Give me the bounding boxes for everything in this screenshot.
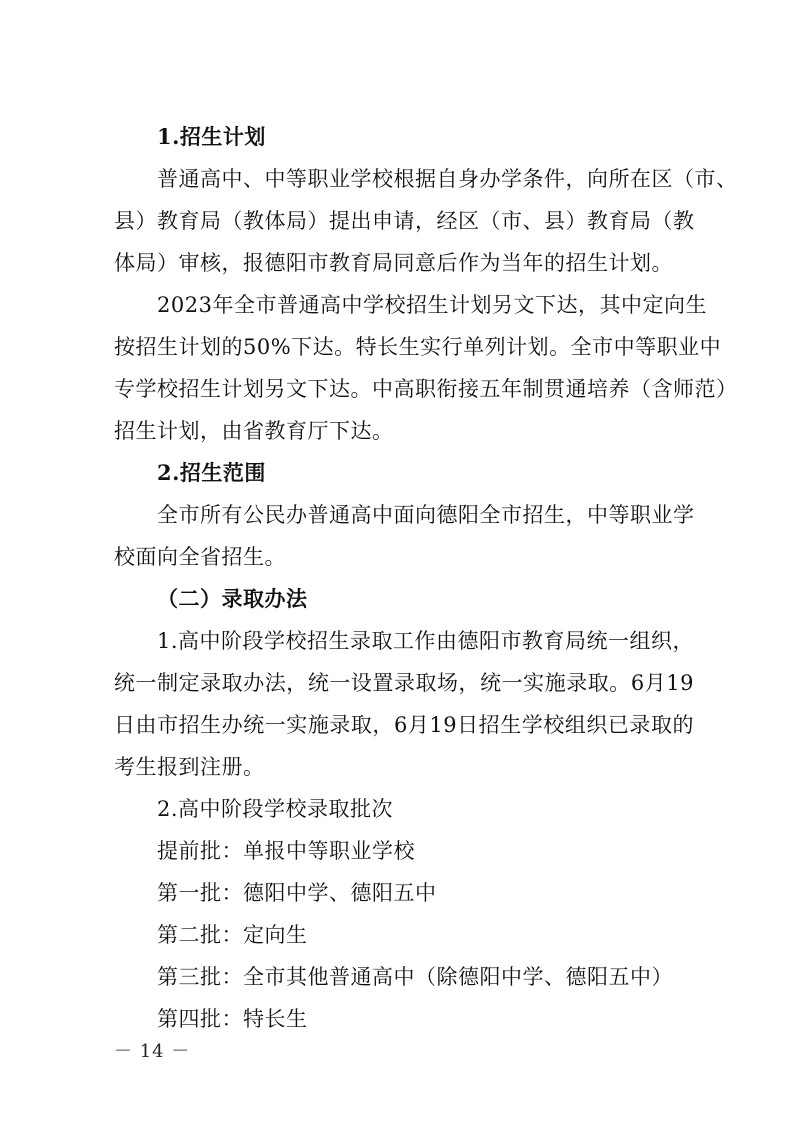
batch-item: 提前批：单报中等职业学校	[157, 839, 415, 863]
paragraph-line: 考生报到注册。	[114, 755, 265, 779]
batch-item: 第四批：特长生	[157, 1007, 308, 1031]
batch-item: 第一批：德阳中学、德阳五中	[157, 881, 437, 905]
subsection-heading-admission-batches: 2.高中阶段学校录取批次	[157, 797, 394, 821]
batch-item: 第三批：全市其他普通高中（除德阳中学、德阳五中）	[157, 965, 673, 989]
paragraph-line: 全市所有公民办普通高中面向德阳全市招生，中等职业学	[157, 503, 695, 527]
paragraph-line: 体局）审核，报德阳市教育局同意后作为当年的招生计划。	[114, 251, 673, 275]
batch-item: 第二批：定向生	[157, 923, 308, 947]
paragraph-line: 2023年全市普通高中学校招生计划另文下达，其中定向生	[157, 293, 707, 317]
paragraph-line: 普通高中、中等职业学校根据自身办学条件，向所在区（市、	[157, 167, 738, 191]
paragraph-line: 县）教育局（教体局）提出申请，经区（市、县）教育局（教	[114, 209, 695, 233]
paragraph-line: 按招生计划的50%下达。特长生实行单列计划。全市中等职业中	[114, 335, 722, 359]
section-heading-admission-method: （二）录取办法	[157, 586, 308, 611]
paragraph-line: 专学校招生计划另文下达。中高职衔接五年制贯通培养（含师范）	[114, 377, 738, 401]
section-heading-enrollment-scope: 2.招生范围	[157, 460, 266, 485]
paragraph-line: 统一制定录取办法，统一设置录取场，统一实施录取。6月19	[114, 671, 694, 695]
paragraph-line: 校面向全省招生。	[114, 545, 286, 569]
paragraph-line: 1.高中阶段学校招生录取工作由德阳市教育局统一组织，	[157, 629, 695, 653]
page-number: － 14 －	[114, 1041, 191, 1062]
paragraph-line: 招生计划，由省教育厅下达。	[114, 419, 394, 443]
paragraph-line: 日由市招生办统一实施录取，6月19日招生学校组织已录取的	[114, 713, 694, 737]
section-heading-enrollment-plan: 1.招生计划	[157, 124, 266, 149]
